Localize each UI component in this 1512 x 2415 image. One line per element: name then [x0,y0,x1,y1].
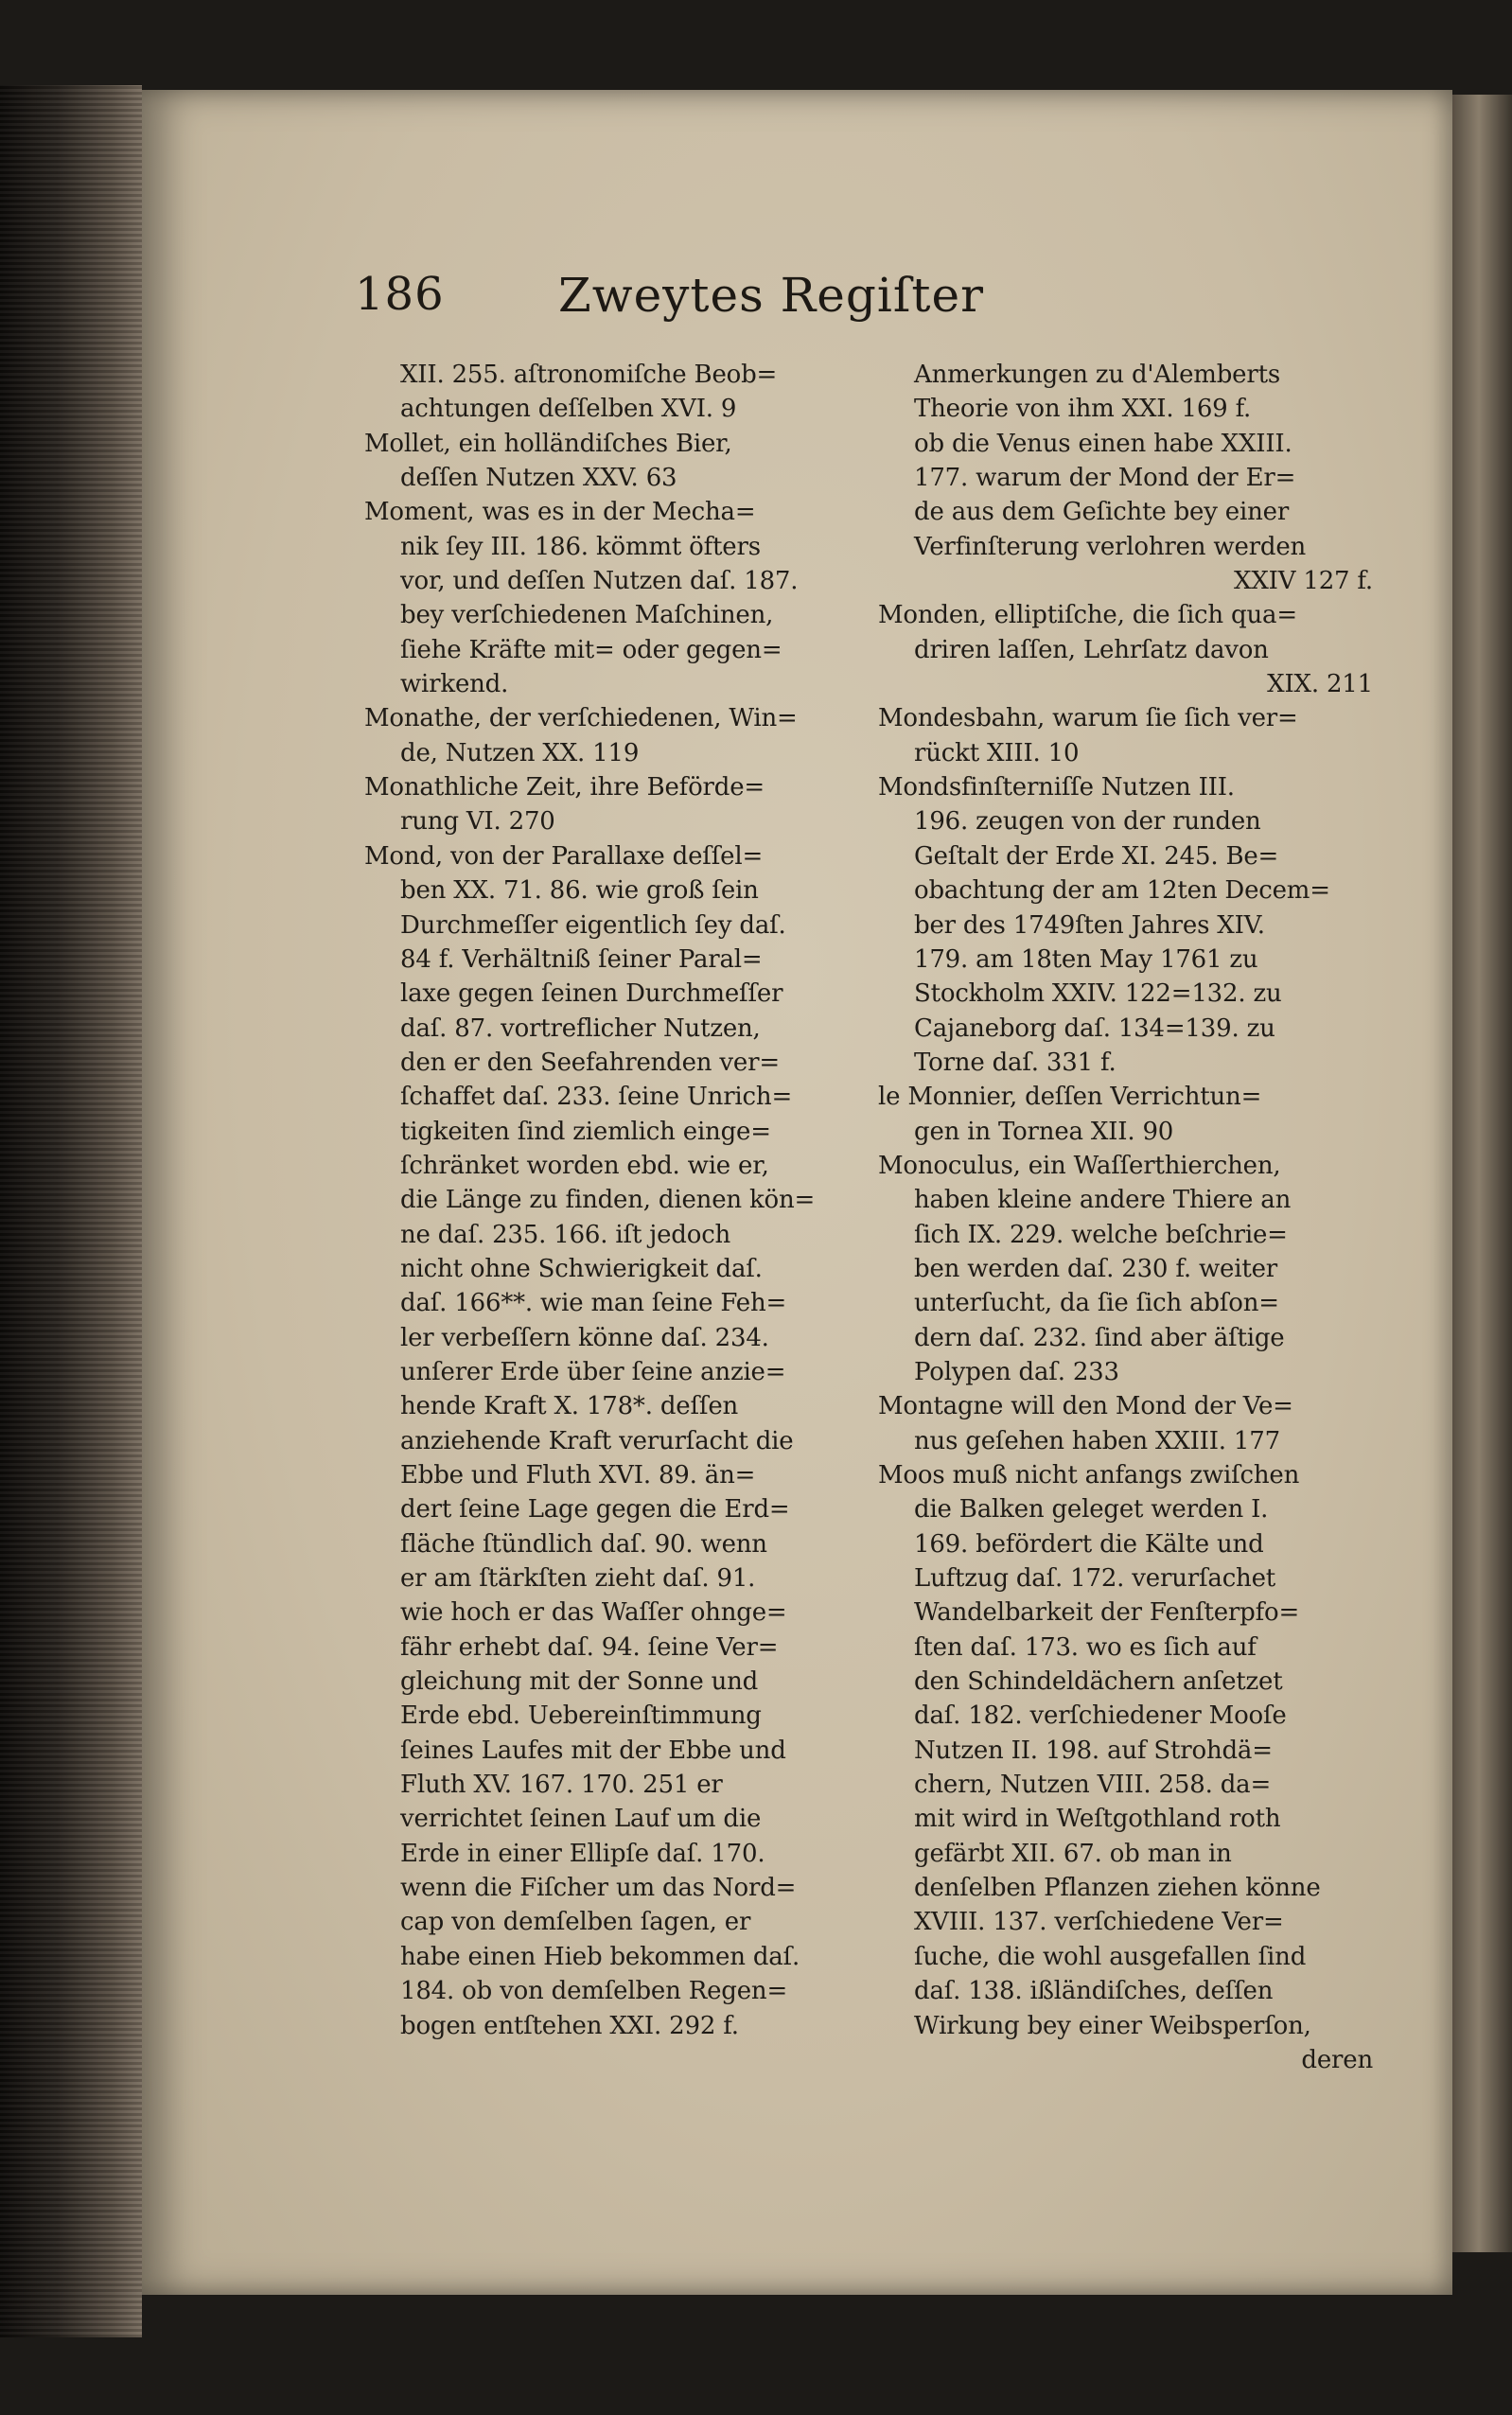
index-line: wenn die Fiſcher um das Nord= [400,1874,797,1903]
index-line: Wirkung bey einer Weibsperſon, [914,2011,1311,2040]
index-line: nicht ohne Schwierigkeit daſ. [400,1254,763,1283]
index-line: daſ. 182. verſchiedener Mooſe [914,1701,1287,1731]
index-line: achtungen deſſelben XVI. 9 [400,395,737,424]
index-line: gen in Tornea XII. 90 [914,1117,1174,1146]
index-line: 177. warum der Mond der Er= [914,464,1296,493]
page-header [213,268,1329,334]
book-block-edge [0,85,142,2337]
index-line: bogen entſtehen XXI. 292 f. [400,2011,739,2040]
index-line: daſ. 87. vortreflicher Nutzen, [400,1014,761,1043]
index-line: unſerer Erde über ſeine anzie= [400,1357,786,1386]
index-line: nus geſehen haben XXIII. 177 [914,1426,1280,1455]
index-line: gleichung mit der Sonne und [400,1667,759,1697]
page-number: 186 [355,268,445,321]
index-line: ler verbeſſern könne daſ. 234. [400,1323,769,1352]
index-line: ſten daſ. 173. wo es ſich auf [914,1632,1257,1662]
index-line: de, Nutzen XX. 119 [400,738,640,767]
index-line: ob die Venus einen habe XXIII. [914,429,1292,458]
index-line: le Monnier, deſſen Verrichtun= [878,1083,1262,1112]
index-line: Monoculus, ein Waſſerthierchen, [878,1151,1281,1180]
index-line: unterſucht, da ſie ſich abſon= [914,1289,1279,1318]
index-line: Cajaneborg daſ. 134=139. zu [914,1014,1275,1043]
index-line: Stockholm XXIV. 122=132. zu [914,979,1282,1009]
index-line: wirkend. [400,670,509,699]
index-line: Mondsfinſterniſſe Nutzen III. [878,773,1235,802]
index-line: deſſen Nutzen XXV. 63 [400,464,677,493]
index-line: Moment, was es in der Mecha= [364,498,756,527]
index-line: rung VI. 270 [400,807,555,837]
index-line: 169. befördert die Kälte und [914,1529,1264,1559]
index-line: die Länge zu finden, dienen kön= [400,1186,816,1215]
index-line: den Schindeldächern anſetzet [914,1667,1283,1697]
index-line: Wandelbarkeit der Fenſterpfo= [914,1598,1300,1628]
index-line: XXIV 127 f. [1234,567,1373,596]
index-line: er am ſtärkſten zieht daſ. 91. [400,1564,756,1594]
index-line: 184. ob von demſelben Regen= [400,1977,788,2006]
index-line: ber des 1749ſten Jahres XIV. [914,910,1265,940]
index-line: ſchaffet daſ. 233. ſeine Unrich= [400,1083,793,1112]
index-line: driren laſſen, Lehrſatz davon [914,635,1269,664]
index-line: Erde ebd. Uebereinſtimmung [400,1701,762,1731]
index-line: Erde in einer Ellipſe daſ. 170. [400,1839,765,1868]
index-line: wie hoch er das Waſſer ohnge= [400,1598,787,1628]
index-line: Mond, von der Parallaxe deſſel= [364,841,764,871]
index-line: Anmerkungen zu d'Alemberts [914,361,1280,389]
index-line: deren [1301,2045,1373,2074]
index-line: Monathe, der verſchiedenen, Win= [364,704,798,733]
index-line: gefärbt XII. 67. ob man in [914,1839,1232,1868]
index-line: verrichtet ſeinen Lauf um die [400,1805,762,1834]
index-line: cap von demſelben ſagen, er [400,1908,751,1937]
index-line: Montagne will den Mond der Ve= [878,1392,1293,1421]
index-line: Ebbe und Fluth XVI. 89. än= [400,1461,756,1490]
index-line: Luftzug daſ. 172. verurſachet [914,1564,1276,1594]
index-line: Monden, elliptiſche, die ſich qua= [878,601,1297,630]
index-line: anziehende Kraft verurſacht die [400,1426,794,1455]
index-line: chern, Nutzen VIII. 258. da= [914,1771,1272,1800]
index-line: 196. zeugen von der runden [914,807,1261,837]
index-line: mit wird in Weſtgothland roth [914,1805,1281,1834]
index-line: dern daſ. 232. ſind aber äſtige [914,1323,1285,1352]
index-line: ſeines Laufes mit der Ebbe und [400,1736,786,1765]
index-line: Fluth XV. 167. 170. 251 er [400,1771,723,1800]
index-line: rückt XIII. 10 [914,738,1080,767]
index-line: 179. am 18ten May 1761 zu [914,944,1258,974]
index-line: Mondesbahn, warum ſie ſich ver= [878,704,1298,733]
index-line: de aus dem Geſichte bey einer [914,498,1290,527]
index-line: haben kleine andere Thiere an [914,1186,1292,1215]
index-line: die Balken geleget werden I. [914,1495,1269,1525]
index-line: laxe gegen ſeinen Durchmeſſer [400,979,783,1009]
index-line: hende Kraft X. 178*. deſſen [400,1392,739,1421]
index-line: ſuche, die wohl ausgefallen ſind [914,1942,1307,1971]
index-line: ſchränket worden ebd. wie er, [400,1151,769,1180]
index-line: Durchmeſſer eigentlich ſey daſ. [400,910,786,940]
index-line: daſ. 166**. wie man ſeine Feh= [400,1289,787,1318]
index-line: Mollet, ein holländiſches Bier, [364,429,732,458]
index-line: Theorie von ihm XXI. 169 f. [914,395,1252,424]
index-line: ſiehe Kräfte mit= oder gegen= [400,635,782,664]
facing-page-edge [1446,95,1512,2252]
index-line: XII. 255. aſtronomiſche Beob= [400,361,778,389]
index-line: Geſtalt der Erde XI. 245. Be= [914,841,1279,871]
index-line: ben XX. 71. 86. wie groß ſein [400,876,759,906]
index-line: bey verſchiedenen Maſchinen, [400,601,774,630]
index-line: vor, und deſſen Nutzen daſ. 187. [400,567,799,596]
index-line: XVIII. 137. verſchiedene Ver= [914,1908,1284,1937]
index-line: Nutzen II. 198. auf Strohdä= [914,1736,1273,1765]
index-line: ne daſ. 235. 166. iſt jedoch [400,1220,731,1249]
index-line: Moos muß nicht anfangs zwiſchen [878,1461,1300,1490]
index-line: habe einen Hieb bekommen daſ. [400,1942,800,1971]
index-line: obachtung der am 12ten Decem= [914,876,1330,906]
left-column [364,358,854,2127]
index-line: nik ſey III. 186. kömmt öfters [400,532,761,561]
right-column [878,358,1373,2127]
index-line: ſich IX. 229. welche beſchrie= [914,1220,1288,1249]
index-line: tigkeiten ſind ziemlich einge= [400,1117,771,1146]
index-line: Monathliche Zeit, ihre Beförde= [364,773,765,802]
page-title: Zweytes Regiſter [558,268,984,323]
index-line: 84 f. Verhältniß ſeiner Paral= [400,944,763,974]
index-line: Polypen daſ. 233 [914,1357,1119,1386]
index-line: daſ. 138. ißländiſches, deſſen [914,1977,1274,2006]
index-line: fläche ſtündlich daſ. 90. wenn [400,1529,767,1559]
index-line: Verfinſterung verlohren werden [914,532,1307,561]
index-line: fähr erhebt daſ. 94. ſeine Ver= [400,1632,779,1662]
index-line: XIX. 211 [1267,670,1373,699]
index-line: ben werden daſ. 230 f. weiter [914,1254,1277,1283]
index-line: Torne daſ. 331 f. [914,1048,1116,1077]
index-line: dert ſeine Lage gegen die Erd= [400,1495,790,1525]
index-line: den er den Seefahrenden ver= [400,1048,780,1077]
index-line: denſelben Pflanzen ziehen könne [914,1874,1321,1903]
